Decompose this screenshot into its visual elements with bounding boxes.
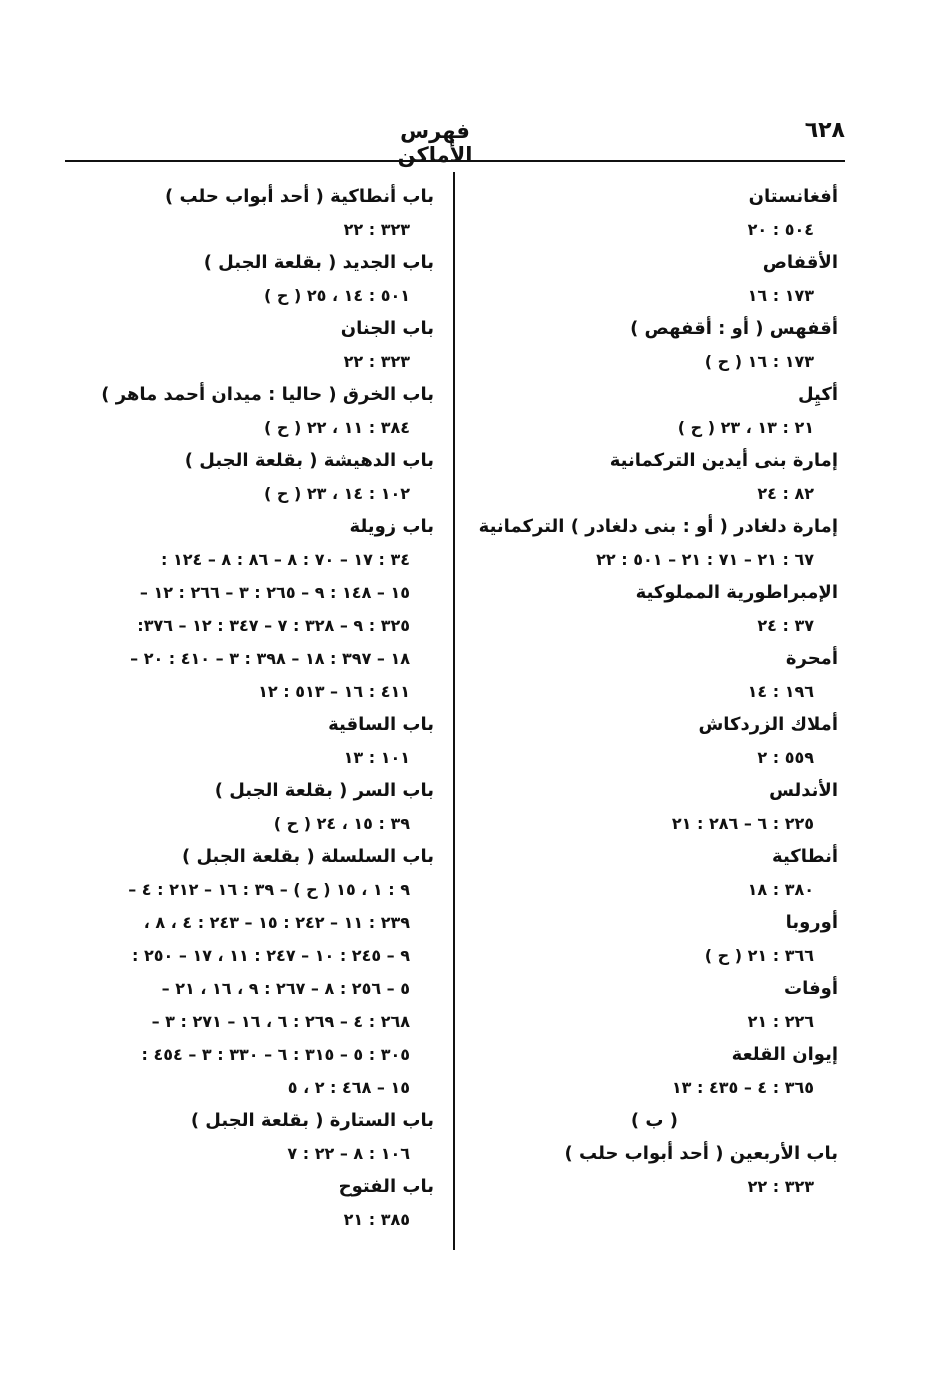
entry-heading: الإمبراطورية المملوكية (635, 582, 838, 603)
index-entry (470, 1137, 838, 1203)
entry-heading: باب الأربعين ( أحد أبواب حلب ) (564, 1143, 838, 1164)
entry-page-refs: ٣٢٣ : ٢٢ (747, 1177, 814, 1196)
entry-page-refs: ٥٠١ : ١٤ ، ٢٥ ( ح ) (264, 286, 410, 305)
entry-heading: أنطاكية (772, 846, 838, 867)
entry-heading: باب زويلة (349, 516, 434, 537)
entry-page-refs: ١٠٦ : ٨ – ٢٢ : ٧ (287, 1144, 410, 1163)
entry-page-refs: ٣٨٥ : ٢١ (343, 1210, 410, 1229)
index-entry (470, 774, 838, 840)
index-entry (470, 1038, 838, 1104)
entry-page-refs: ٤١١ : ١٦ – ٥١٣ : ١٢ (258, 682, 410, 701)
entry-page-refs: ٣٤ : ١٧ – ٧٠ : ٨ – ٨٦ : ٨ – ١٢٤ : (161, 550, 410, 569)
entry-heading: الأندلس (769, 780, 838, 801)
entry-page-refs: ٣٩ : ١٥ ، ٢٤ ( ح ) (273, 814, 410, 833)
index-column-right (470, 180, 838, 1203)
entry-heading: إيوان القلعة (731, 1044, 838, 1065)
page-number: ٦٢٨ (804, 118, 845, 143)
entry-page-refs: ٥ – ٢٥٦ : ٨ – ٢٦٧ : ٩ ، ١٦ ، ٢١ – (161, 979, 410, 998)
entry-heading: أملاك الزردكاش (698, 714, 838, 735)
index-entry (470, 840, 838, 906)
entry-heading: باب السر ( بقلعة الجبل ) (214, 780, 434, 801)
entry-page-refs: ١٠١ : ١٣ (343, 748, 410, 767)
entry-page-refs: ٣٠٥ : ٥ – ٣١٥ : ٦ – ٣٣٠ : ٣ – ٤٥٤ : (141, 1045, 410, 1064)
entry-page-refs: ٣٢٣ : ٢٢ (343, 352, 410, 371)
index-entry (68, 840, 434, 1104)
entry-page-refs: ٣٧ : ٢٤ (757, 616, 814, 635)
entry-heading: باب الفتوح (338, 1176, 434, 1197)
index-entry (470, 312, 838, 378)
entry-heading: باب الستارة ( بقلعة الجبل ) (190, 1110, 434, 1131)
entry-page-refs: ١٧٣ : ١٦ ( ح ) (704, 352, 814, 371)
entry-page-refs: ١٥ – ٤٦٨ : ٢ ، ٥ (287, 1078, 410, 1097)
entry-heading: الأقفاص (762, 252, 838, 273)
index-entry (470, 246, 838, 312)
index-entry (68, 246, 434, 312)
entry-heading: أوروبا (785, 912, 838, 933)
entry-page-refs: ٣٨٤ : ١١ ، ٢٢ ( ح ) (264, 418, 410, 437)
entry-page-refs: ١٨ – ٣٩٧ : ١٨ – ٣٩٨ : ٣ – ٤١٠ : ٢٠ – (130, 649, 410, 668)
index-entry (68, 312, 434, 378)
index-entry (470, 642, 838, 708)
entry-heading: باب الساقية (328, 714, 434, 735)
entry-page-refs: ٢٢٦ : ٢١ (747, 1012, 814, 1031)
entry-page-refs: ١٠٢ : ١٤ ، ٢٣ ( ح ) (264, 484, 410, 503)
entry-page-refs: ٣٨٠ : ١٨ (747, 880, 814, 899)
index-entry (470, 444, 838, 510)
entry-heading: إمارة بنى أيدين التركمانية (609, 450, 838, 471)
entry-page-refs: ٩ – ٢٤٥ : ١٠ – ٢٤٧ : ١١ ، ١٧ – ٢٥٠ : (132, 946, 410, 965)
index-entry (68, 708, 434, 774)
entry-page-refs: ٣٦٦ : ٢١ ( ح ) (704, 946, 814, 965)
entry-heading: باب أنطاكية ( أحد أبواب حلب ) (165, 186, 434, 207)
index-entry (470, 510, 838, 576)
entry-page-refs: ٢٦٨ : ٤ – ٢٦٩ : ٦ ، ١٦ – ٢٧١ : ٣ – (151, 1012, 410, 1031)
index-entry (68, 1104, 434, 1170)
entry-page-refs: ٥٥٩ : ٢ (757, 748, 814, 767)
index-entry (470, 906, 838, 972)
entry-page-refs: ٥٠٤ : ٢٠ (747, 220, 814, 239)
entry-heading: إمارة دلغادر ( أو : بنى دلغادر ) التركمانية (478, 516, 838, 537)
header-rule (65, 160, 845, 162)
entry-page-refs: ٢١ : ١٣ ، ٢٣ ( ح ) (677, 418, 814, 437)
index-entry (68, 378, 434, 444)
letter-section-heading: ( ب ) (630, 1110, 678, 1131)
entry-heading: أوفات (784, 978, 838, 999)
entry-heading: أمحرة (785, 648, 838, 669)
index-entry (470, 576, 838, 642)
entry-heading: أفغانستان (748, 186, 838, 207)
column-divider (453, 172, 455, 1250)
index-entry (68, 444, 434, 510)
page-title: فهرس الأماكن (397, 119, 473, 167)
entry-heading: باب الخرق ( حاليا : ميدان أحمد ماهر ) (101, 384, 434, 405)
index-entry (470, 972, 838, 1038)
entry-page-refs: ٣٢٥ : ٩ – ٣٢٨ : ٧ – ٣٤٧ : ١٢ – ٣٧٦: (137, 616, 410, 635)
entry-page-refs: ٩ : ١ ، ١٥ ( ح ) – ٣٩ : ١٦ – ٢١٢ : ٤ – (128, 880, 410, 899)
entry-page-refs: ٣٦٥ : ٤ – ٤٣٥ : ١٣ (671, 1078, 814, 1097)
entry-heading: باب السلسلة ( بقلعة الجبل ) (181, 846, 434, 867)
index-entry (68, 1170, 434, 1236)
index-entry (68, 510, 434, 708)
entry-heading: أقفهس ( أو : أقفهص ) (630, 318, 838, 339)
entry-page-refs: ٨٢ : ٢٤ (757, 484, 814, 503)
index-entry (470, 708, 838, 774)
entry-heading: باب الدهيشة ( بقلعة الجبل ) (184, 450, 434, 471)
entry-page-refs: ٢٣٩ : ١١ – ٢٤٢ : ١٥ – ٢٤٣ : ٤ ، ٨ ، (143, 913, 410, 932)
entry-heading: باب الجديد ( بقلعة الجبل ) (203, 252, 434, 273)
index-entry (470, 180, 838, 246)
entry-page-refs: ٦٧ : ٢١ – ٧١ : ٢١ – ٥٠١ : ٢٢ (596, 550, 814, 569)
index-column-left (68, 180, 434, 1236)
index-entry (68, 774, 434, 840)
entry-heading: باب الجنان (340, 318, 434, 339)
entry-page-refs: ١٩٦ : ١٤ (747, 682, 814, 701)
entry-heading: أكيِل (797, 384, 838, 405)
index-entry (68, 180, 434, 246)
index-entry (470, 378, 838, 444)
entry-page-refs: ٣٢٣ : ٢٢ (343, 220, 410, 239)
entry-page-refs: ١٥ – ١٤٨ : ٩ – ٢٦٥ : ٣ – ٢٦٦ : ١٢ – (139, 583, 410, 602)
entry-page-refs: ١٧٣ : ١٦ (747, 286, 814, 305)
entry-page-refs: ٢٢٥ : ٦ – ٢٨٦ : ٢١ (671, 814, 814, 833)
